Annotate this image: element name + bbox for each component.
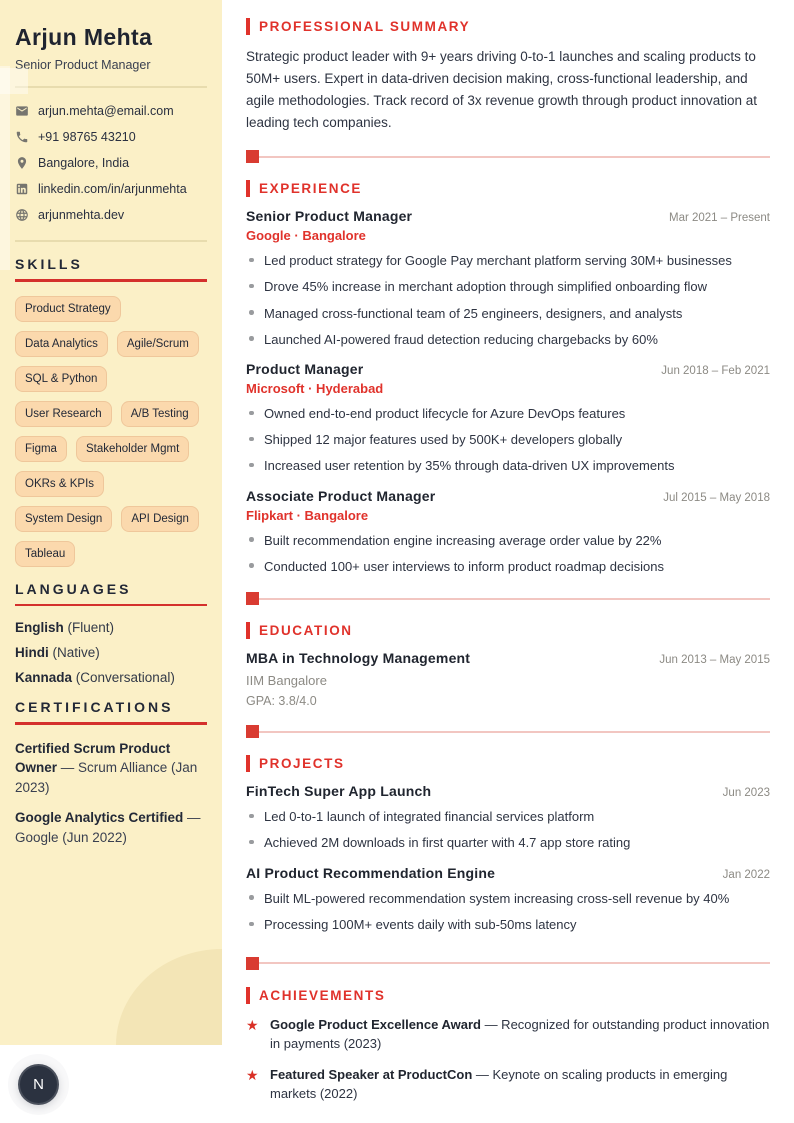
divider-line [259, 962, 770, 964]
contact-linkedin[interactable] [15, 182, 207, 196]
skill-chip: Agile/Scrum [117, 331, 199, 357]
certification-list [15, 739, 207, 848]
divider-square [246, 725, 259, 738]
job-title: Product Manager [246, 361, 364, 378]
contact-linkedin-text: linkedin.com/in/arjunmehta [38, 182, 187, 196]
certification-item [15, 739, 207, 798]
candidate-title: Senior Product Manager [15, 58, 151, 72]
achievement-detail: — Keynote on scaling products in emerging markets (2022) [270, 1066, 728, 1102]
achievement-text [270, 1015, 770, 1054]
degree-header [246, 650, 770, 666]
sidebar-divider [15, 240, 207, 242]
job-header [246, 488, 770, 504]
summary-title: PROFESSIONAL SUMMARY [259, 19, 471, 34]
job-bullet: Led product strategy for Google Pay merchant platform serving 30M+ businesses [248, 252, 770, 270]
job-bullet: Drove 45% increase in merchant adoption through simplified onboarding flow [248, 278, 770, 296]
linkedin-icon [15, 182, 29, 196]
job-company: Microsoft · Hyderabad [246, 381, 384, 397]
achievement-item [246, 1015, 770, 1054]
skills-section [15, 256, 207, 567]
job-bullet: Managed cross-functional team of 25 engineers, designers, and analysts [248, 305, 770, 323]
contact-website-text: arjunmehta.dev [38, 208, 125, 222]
summary-text: Strategic product leader with 9+ years driving 0-to-1 launches and scaling products to 50M+ users. Expert in data-driven decision making, cross-functional leadership, and agile methodologies. Track record of 3x revenue growth through product innovation at leading tech companies. [246, 49, 758, 130]
divider-square [246, 150, 259, 163]
job-dates: Jun 2018 – Feb 2021 [661, 365, 770, 378]
star-icon: ★ [246, 1066, 259, 1083]
degree-title: MBA in Technology Management [246, 650, 471, 667]
education-section [246, 622, 770, 708]
job-bullet: Launched AI-powered fraud detection reducing chargebacks by 60% [248, 331, 770, 349]
section-accent-bar [246, 622, 250, 639]
language-name: Hindi [15, 645, 49, 660]
email-icon [15, 104, 29, 118]
divider-square [246, 957, 259, 970]
project-bullet: Achieved 2M downloads in first quarter with 4.7 app store rating [248, 834, 770, 852]
language-level: (Fluent) [67, 620, 115, 635]
language-item [15, 620, 207, 635]
contact-email-text: arjun.mehta@email.com [38, 104, 174, 118]
divider-line [259, 156, 770, 158]
skill-chip: Data Analytics [15, 331, 108, 357]
divider-line [259, 598, 770, 600]
skill-chip: Tableau [15, 541, 75, 567]
skills-underline [15, 279, 207, 282]
job-bullet-list [248, 252, 770, 348]
degree-dates: Jun 2013 – May 2015 [659, 654, 770, 667]
contact-location [15, 156, 207, 170]
skill-chip: Stakeholder Mgmt [76, 436, 189, 462]
project-header [246, 865, 770, 881]
languages-heading: LANGUAGES [15, 580, 132, 597]
contact-phone-text: +91 98765 43210 [38, 130, 136, 144]
project-bullet: Processing 100M+ events daily with sub-50ms latency [248, 916, 770, 934]
language-list [15, 620, 207, 685]
section-accent-bar [246, 18, 250, 35]
job-bullet: Increased user retention by 35% through data-driven UX improvements [248, 457, 770, 475]
experience-section [246, 180, 770, 575]
skill-chip: SQL & Python [15, 366, 107, 392]
job-header [246, 361, 770, 377]
education-header [246, 622, 770, 639]
sidebar-decoration-tape [0, 68, 28, 94]
contact-list [15, 104, 207, 222]
sidebar-decoration-strip [0, 66, 10, 270]
contact-phone[interactable] [15, 130, 207, 144]
section-divider [246, 725, 770, 738]
certification-detail: — Scrum Alliance (Jan 2023) [15, 760, 198, 795]
job-header [246, 208, 770, 224]
contact-website[interactable] [15, 208, 207, 222]
summary-header [246, 18, 770, 35]
certification-item [15, 808, 207, 847]
job-title: Senior Product Manager [246, 208, 413, 225]
job-dates: Jul 2015 – May 2018 [663, 491, 770, 504]
achievement-detail: — Recognized for outstanding product innovation in payments (2023) [270, 1016, 770, 1052]
section-accent-bar [246, 755, 250, 772]
project-header [246, 783, 770, 799]
skill-chip: User Research [15, 401, 112, 427]
project-date: Jan 2022 [722, 868, 770, 881]
section-accent-bar [246, 180, 250, 197]
brand-badge-button[interactable]: N [18, 1064, 59, 1105]
section-divider [246, 592, 770, 605]
language-level: (Conversational) [75, 670, 175, 685]
job-bullet-list [248, 405, 770, 475]
job-bullet: Shipped 12 major features used by 500K+ developers globally [248, 431, 770, 449]
project-bullet-list [248, 808, 770, 852]
candidate-name: Arjun Mehta [15, 24, 153, 50]
skills-heading: SKILLS [15, 256, 83, 272]
achievement-text [270, 1065, 770, 1104]
projects-title: PROJECTS [259, 756, 345, 772]
sidebar-corner-circle [116, 949, 222, 1045]
sidebar-divider [15, 86, 207, 88]
certification-detail: — Google (Jun 2022) [15, 810, 201, 845]
section-accent-bar [246, 987, 250, 1004]
certification-title: Certified Scrum Product Owner [15, 740, 171, 776]
language-name: English [15, 620, 64, 635]
skill-chip: System Design [15, 506, 112, 532]
languages-section [15, 581, 207, 686]
achievement-title: Featured Speaker at ProductCon [270, 1066, 473, 1082]
job-company: Flipkart · Bangalore [246, 507, 369, 523]
language-item [15, 645, 207, 660]
language-item [15, 670, 207, 685]
job-company: Google · Bangalore [246, 228, 366, 244]
experience-title: EXPERIENCE [259, 181, 363, 197]
job-bullet: Conducted 100+ user interviews to inform product roadmap decisions [248, 558, 770, 576]
project-title: FinTech Super App Launch [246, 783, 432, 800]
divider-square [246, 592, 259, 605]
gpa-text: GPA: 3.8/4.0 [246, 694, 317, 709]
skill-chip: Product Strategy [15, 296, 121, 322]
languages-underline [15, 604, 207, 607]
summary-section [246, 18, 770, 133]
experience-header [246, 180, 770, 197]
projects-section [246, 755, 770, 933]
sidebar [0, 0, 222, 1045]
skill-chip: A/B Testing [121, 401, 199, 427]
skill-chip: API Design [121, 506, 199, 532]
contact-location-text: Bangalore, India [38, 156, 130, 170]
job-entry [246, 208, 770, 348]
language-name: Kannada [15, 670, 73, 685]
education-title: EDUCATION [259, 623, 353, 639]
achievements-header [246, 987, 770, 1004]
certifications-heading: CERTIFICATIONS [15, 699, 174, 715]
project-entry [246, 783, 770, 852]
certification-title: Google Analytics Certified [15, 810, 184, 826]
contact-email[interactable] [15, 104, 207, 118]
job-title: Associate Product Manager [246, 487, 436, 504]
main-column [222, 0, 794, 1102]
job-bullet-list [248, 532, 770, 576]
section-divider [246, 150, 770, 163]
achievements-section [246, 987, 770, 1104]
section-divider [246, 957, 770, 970]
skills-chip-list [15, 296, 207, 567]
skill-chip: OKRs & KPIs [15, 471, 104, 497]
project-bullet: Led 0-to-1 launch of integrated financial services platform [248, 808, 770, 826]
project-title: AI Product Recommendation Engine [246, 864, 496, 881]
location-icon [15, 156, 29, 170]
achievement-item [246, 1065, 770, 1104]
job-bullet: Owned end-to-end product lifecycle for Azure DevOps features [248, 405, 770, 423]
phone-icon [15, 130, 29, 144]
project-date: Jun 2023 [722, 787, 770, 800]
achievements-title: ACHIEVEMENTS [259, 987, 386, 1003]
achievement-title: Google Product Excellence Award [270, 1016, 481, 1032]
certifications-section [15, 699, 207, 847]
school-name: IIM Bangalore [246, 673, 327, 689]
job-bullet: Built recommendation engine increasing average order value by 22% [248, 532, 770, 550]
job-entry [246, 488, 770, 576]
project-bullet-list [248, 890, 770, 934]
skill-chip: Figma [15, 436, 67, 462]
globe-icon [15, 208, 29, 222]
job-dates: Mar 2021 – Present [668, 212, 770, 225]
projects-header [246, 755, 770, 772]
project-entry [246, 865, 770, 934]
job-entry [246, 361, 770, 475]
project-bullet: Built ML-powered recommendation system increasing cross-sell revenue by 40% [248, 890, 770, 908]
certifications-underline [15, 722, 207, 725]
divider-line [259, 731, 770, 733]
star-icon: ★ [246, 1016, 259, 1033]
language-level: (Native) [52, 645, 100, 660]
